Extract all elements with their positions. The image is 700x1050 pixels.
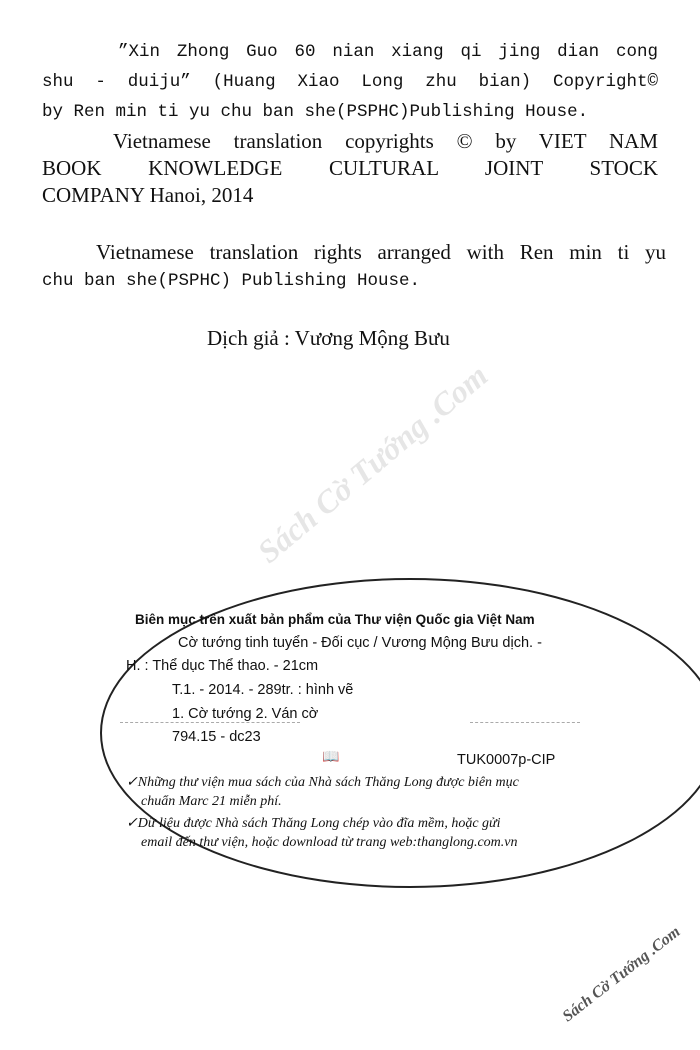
cip-volume-line: T.1. - 2014. - 289tr. : hình vẽ — [172, 682, 354, 698]
corner-watermark: Sách Cờ Tướng .Com — [559, 923, 684, 1026]
cip-note-1-line-2: chuẩn Marc 21 miễn phí. — [141, 794, 282, 809]
translator: Dịch giả : Vương Mộng Bưu — [207, 326, 450, 350]
copyright-line-1: ”Xin Zhong Guo 60 nian xiang qi jing dian cong — [118, 42, 658, 62]
cip-note-2-line-2: email đến thư viện, hoặc download từ trang web:thanglong.com.vn — [141, 835, 518, 850]
watermark: Sách Cờ Tướng .Com — [250, 356, 495, 570]
rights-line-1: Vietnamese translation rights arranged with Ren min ti yu — [96, 240, 666, 264]
rights-line-2: chu ban she(PSPHC) Publishing House. — [42, 271, 421, 291]
scan-line — [120, 722, 300, 723]
copyright-line-5: BOOK KNOWLEDGE CULTURAL JOINT STOCK — [42, 156, 658, 180]
cip-note-1-line-1: ✓Những thư viện mua sách của Nhà sách Thăng Long được biên mục — [126, 775, 519, 790]
cip-classification: 794.15 - dc23 — [172, 729, 261, 745]
cip-code: TUK0007p-CIP — [457, 752, 556, 768]
cip-heading: Biên mục trên xuất bản phẩm của Thư viện Quốc gia Việt Nam — [135, 612, 535, 627]
cip-title-line: Cờ tướng tinh tuyển - Đối cục / Vương Mộng Bưu dịch. - — [178, 635, 542, 651]
scan-line — [470, 722, 580, 723]
copyright-line-6: COMPANY Hanoi, 2014 — [42, 183, 254, 207]
cip-subjects-line: 1. Cờ tướng 2. Ván cờ — [172, 706, 319, 722]
cip-publisher-line: H. : Thể dục Thể thao. - 21cm — [126, 658, 319, 674]
copyright-line-2: shu - duiju” (Huang Xiao Long zhu bian) Copyright© — [42, 72, 658, 92]
cip-note-2-line-1: ✓Dữ liệu được Nhà sách Thăng Long chép vào đĩa mềm, hoặc gửi — [126, 816, 501, 831]
copyright-line-3: by Ren min ti yu chu ban she(PSPHC)Publishing House. — [42, 102, 589, 122]
copyright-line-4: Vietnamese translation copyrights © by VIET NAM — [113, 129, 658, 153]
open-book-icon: 📖 — [322, 750, 340, 765]
